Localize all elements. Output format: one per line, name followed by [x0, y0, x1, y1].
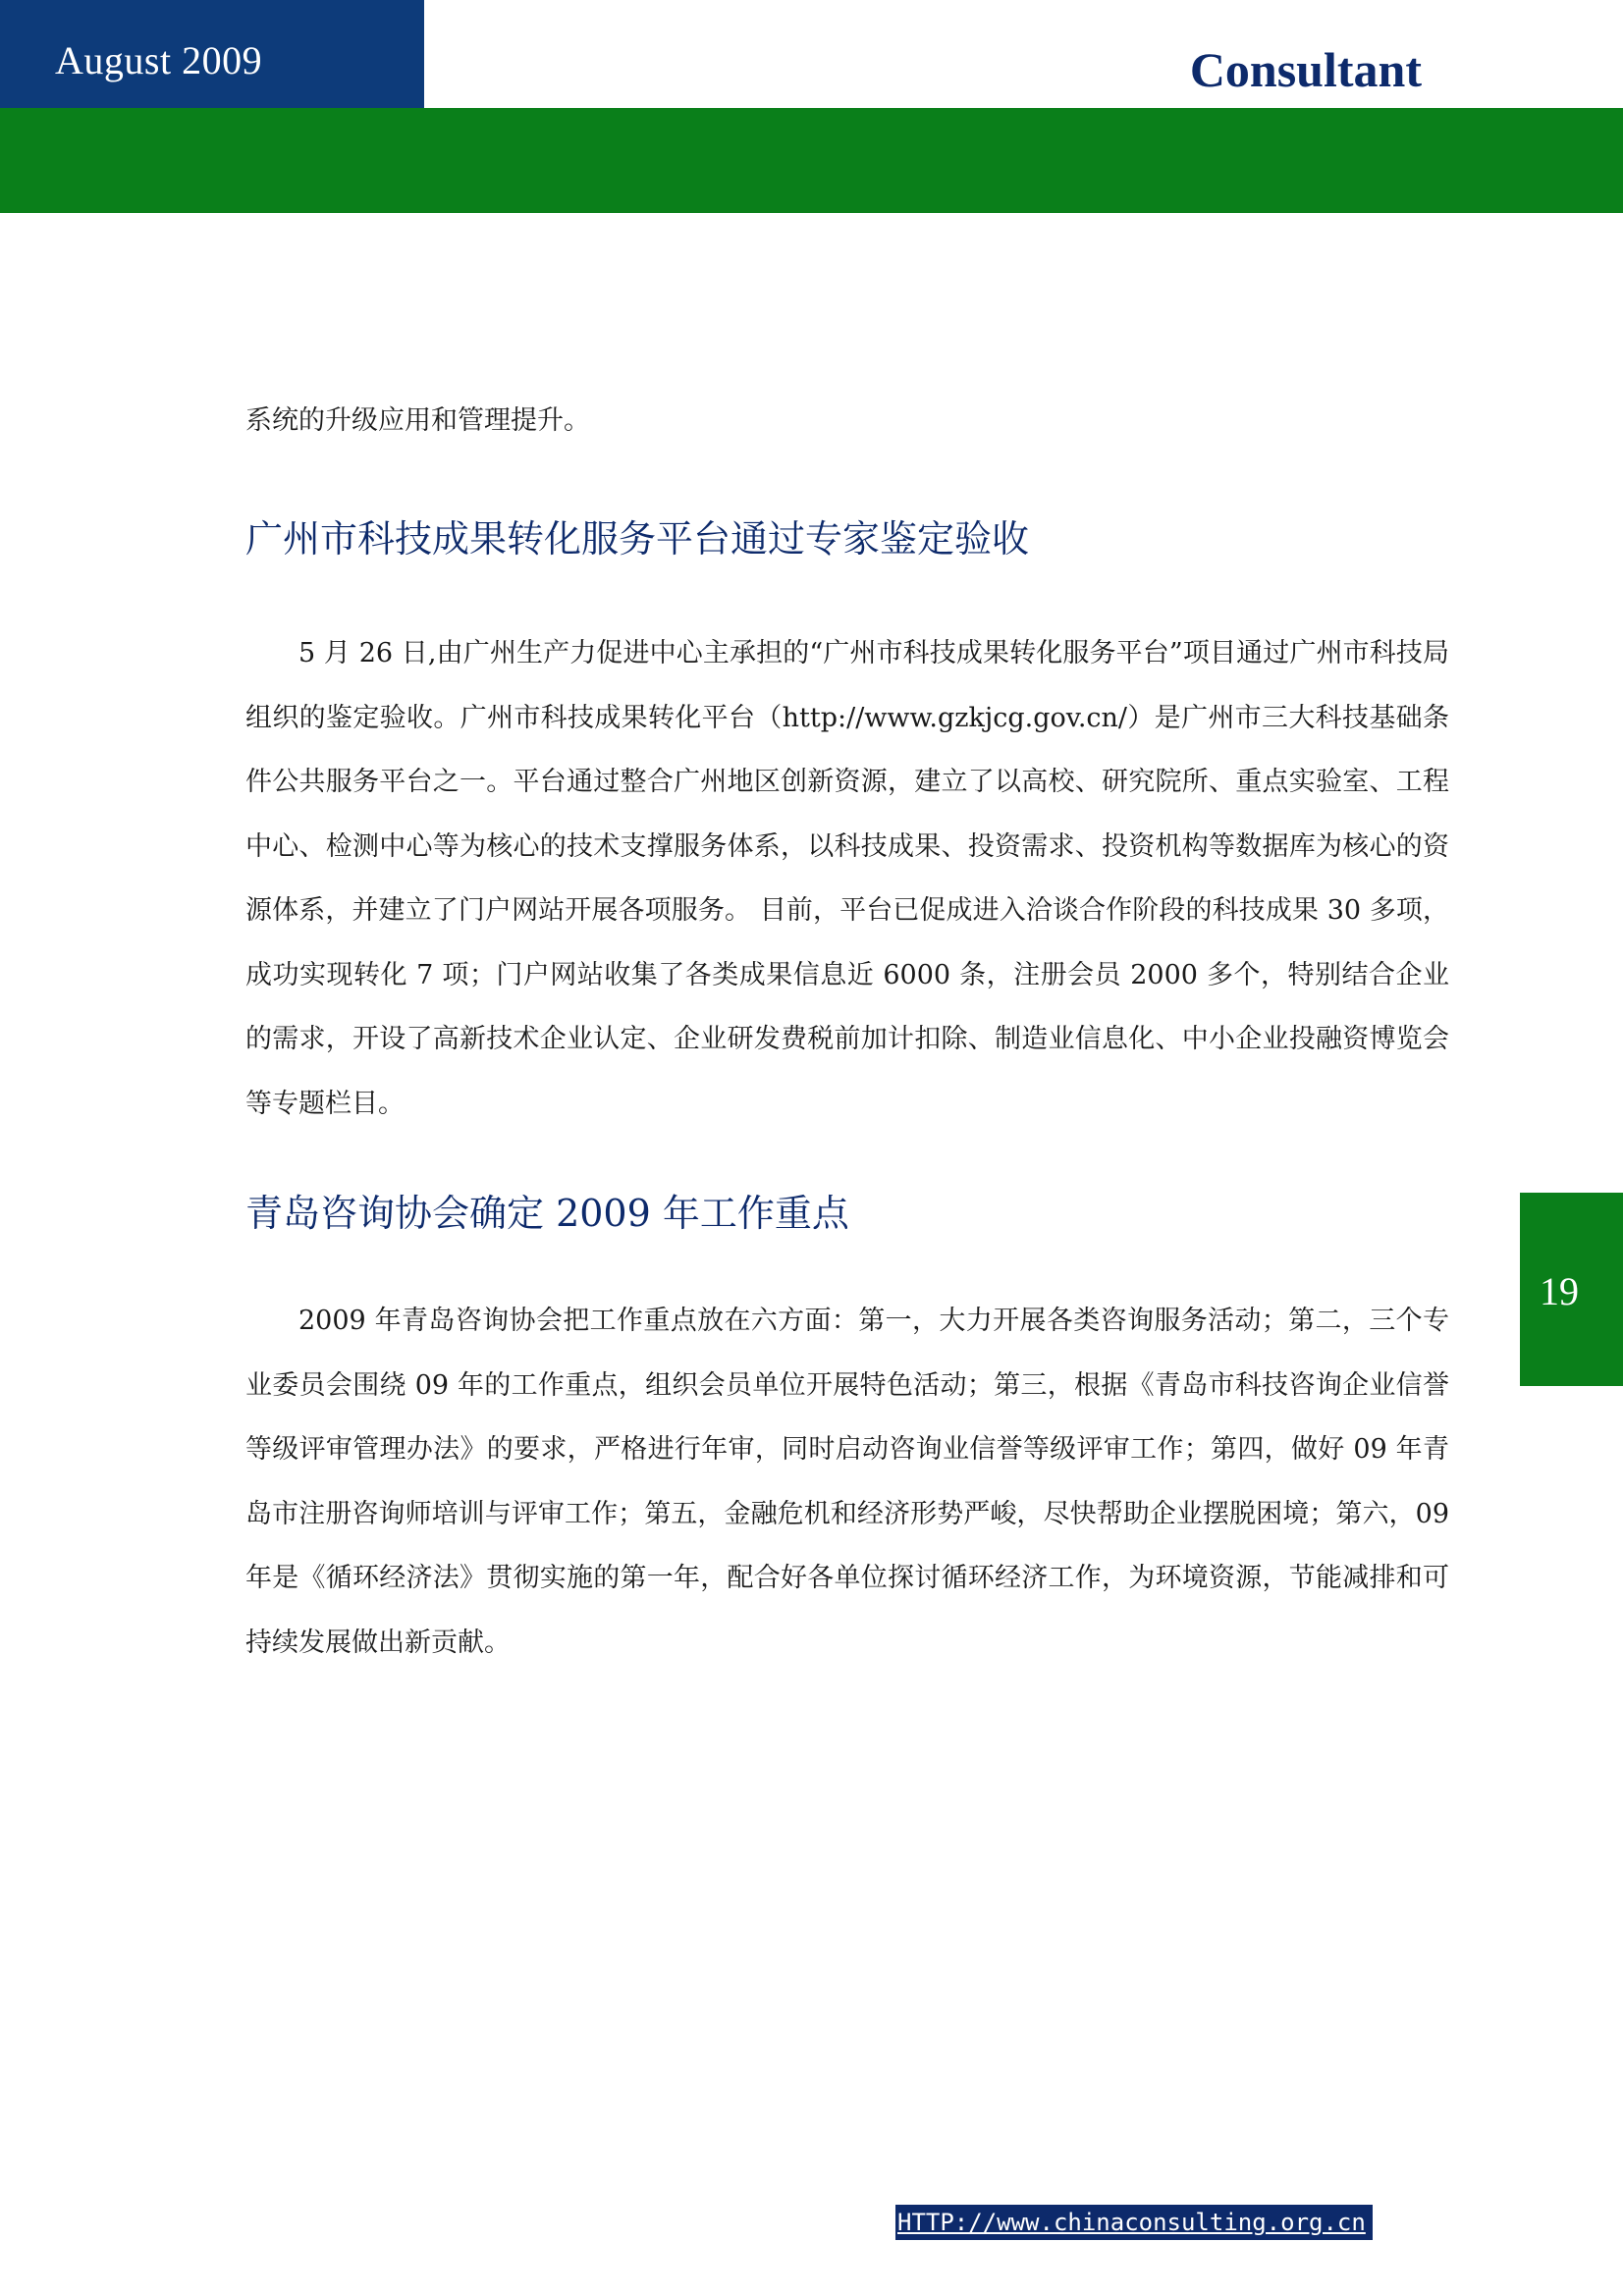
header-date-block — [0, 0, 424, 108]
intro-paragraph-block — [245, 389, 1449, 454]
publication-title: Consultant — [1189, 42, 1422, 97]
article-paragraph: 5 月 26 日,由广州生产力促进中心主承担的“广州市科技成果转化服务平台”项目通过广州市科技局组织的鉴定验收。广州市科技成果转化平台（http://www.gzkjcg.gov.cn/）是广州市三大科技基础条件公共服务平台之一。平台通过整合广州地区创新资源，建立了以高校、研究院所、重点实验室、工程中心、检测中心等为核心的技术支撑服务体系，以科技成果、投资需求、投资机构等数据库为核心的资源体系，并建立了门户网站开展各项服务。 目前，平台已促成进入洽谈合作阶段的科技成果 30 多项，成功实现转化 7 项；门户网站收集了各类成果信息近 6000 条，注册会员 2000 多个，特别结合企业的需求，开设了高新技术企业认定、企业研发费税前加计扣除、制造业信息化、中小企业投融资博览会等专题栏目。 — [245, 638, 1449, 1119]
section-title-guangzhou: 广州市科技成果转化服务平台通过专家鉴定验收 — [245, 517, 1030, 561]
section-title-qingdao: 青岛咨询协会确定 2009 年工作重点 — [245, 1192, 849, 1235]
footer-url-bar[interactable] — [895, 2205, 1373, 2240]
section-body-qingdao — [245, 1289, 1449, 1675]
section-body-guangzhou — [245, 621, 1449, 1136]
page-number-tab — [1520, 1193, 1623, 1386]
article-paragraph: 2009 年青岛咨询协会把工作重点放在六方面：第一，大力开展各类咨询服务活动；第二，三个专业委员会围绕 09 年的工作重点，组织会员单位开展特色活动；第三，根据《青岛市科技咨询企业信誉等级评审管理办法》的要求，严格进行年审，同时启动咨询业信誉等级评审工作；第四，做好 09 年青岛市注册咨询师培训与评审工作；第五，金融危机和经济形势严峻，尽快帮助企业摆脱困境；第六，09 年是《循环经济法》贯彻实施的第一年，配合好各单位探讨循环经济工作，为环境资源，节能减排和可持续发展做出新贡献。 — [245, 1306, 1449, 1658]
intro-paragraph: 系统的升级应用和管理提升。 — [245, 405, 590, 436]
website-link[interactable]: HTTP://www.chinaconsulting.org.cn — [897, 2209, 1366, 2236]
page-number: 19 — [1540, 1269, 1579, 1313]
issue-date: August 2009 — [55, 38, 263, 82]
header-green-band — [0, 108, 1623, 213]
